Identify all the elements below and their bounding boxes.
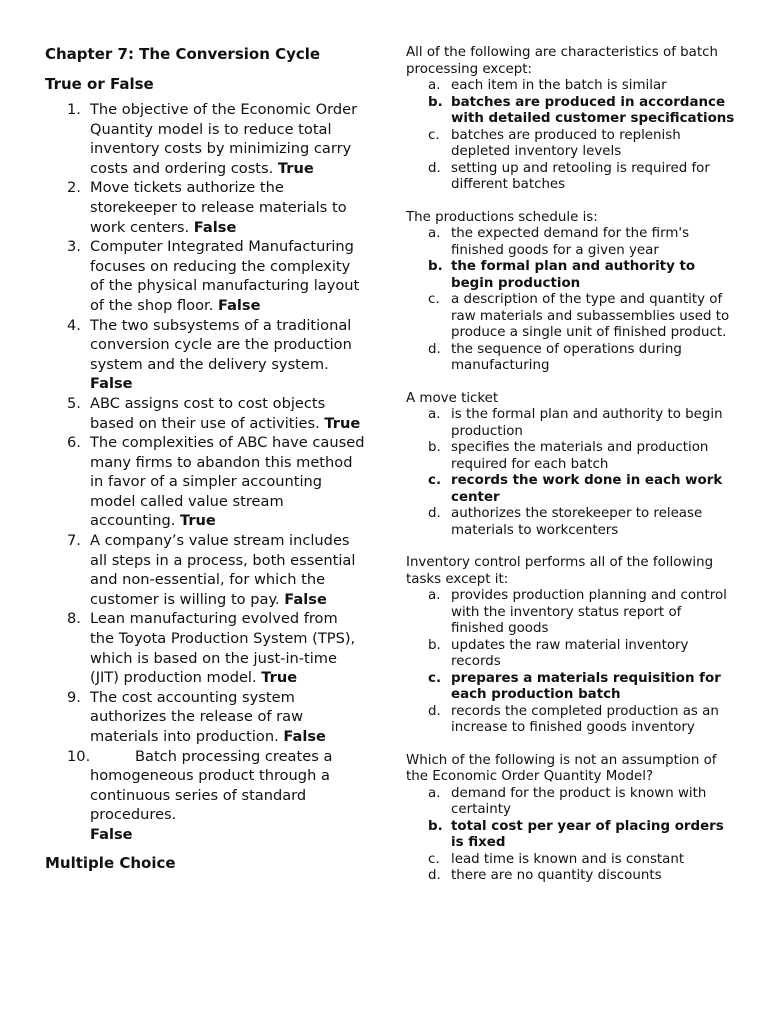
choice-text: the sequence of operations during manufacturing	[451, 341, 682, 373]
tf-answer: False	[284, 590, 327, 608]
tf-item	[45, 178, 365, 237]
tf-item	[45, 100, 365, 178]
choice-text: batches are produced to replenish depleted inventory levels	[451, 127, 681, 159]
choice-text: authorizes the storekeeper to release materials to workcenters	[451, 506, 703, 538]
tf-item-number: 9.	[67, 688, 81, 706]
choice-text: demand for the product is known with certainty	[451, 785, 707, 817]
choice-letter: a.	[428, 588, 441, 603]
tf-statement: The objective of the Economic Order Quantity model is to reduce total inventory costs by minimizing carry costs and ordering costs.	[90, 101, 358, 177]
choice	[406, 128, 736, 161]
choice-list	[406, 786, 736, 885]
question-stem: The productions schedule is:	[406, 209, 598, 225]
choice	[406, 588, 736, 638]
choice-text: batches are produced in accordance with detailed customer specifications	[451, 94, 735, 126]
choice	[406, 786, 736, 819]
tf-statement: Move tickets authorize the storekeeper to release materials to work centers.	[90, 179, 347, 236]
choice-letter: d.	[428, 868, 441, 883]
tf-answer: False	[90, 825, 133, 843]
choice-letter: b.	[428, 94, 443, 110]
tf-statement: Lean manufacturing evolved from the Toyota Production System (TPS), which is based on the just-in-time (JIT) production model.	[90, 610, 356, 687]
choice	[406, 852, 736, 869]
choice	[406, 868, 736, 885]
choice-letter: d.	[428, 506, 441, 521]
choice-text: records the work done in each work center	[451, 473, 723, 505]
tf-item-number: 1.	[67, 101, 81, 118]
choice-text: the formal plan and authority to begin production	[451, 259, 696, 291]
tf-item	[45, 394, 365, 433]
choice-letter: a.	[428, 78, 441, 93]
tf-answer: True	[277, 159, 314, 177]
choice-text: prepares a materials requisition for each production batch	[451, 670, 721, 702]
choice-letter: c.	[428, 127, 440, 143]
tf-statement: Computer Integrated Manufacturing focuses on reducing the complexity of the physical manufacturing layout of the shop floor.	[90, 238, 360, 314]
choice	[406, 440, 736, 473]
choice-text: specifies the materials and production required for each batch	[451, 440, 709, 472]
choice-text: records the completed production as an increase to finished goods inventory	[451, 703, 719, 735]
tf-item-number: 3.	[67, 238, 81, 256]
choice	[406, 704, 736, 737]
tf-item-number: 10.	[67, 747, 91, 765]
choice	[406, 292, 736, 342]
mc-question	[406, 391, 736, 540]
tf-item	[45, 609, 365, 687]
true-false-list	[45, 100, 365, 845]
mc-question	[406, 555, 736, 737]
correct-choice	[406, 95, 736, 128]
choice-letter: a.	[428, 785, 441, 801]
tf-item-number: 7.	[67, 532, 81, 550]
choice-list	[406, 588, 736, 737]
choice-text: the expected demand for the firm's finished goods for a given year	[451, 226, 690, 258]
tf-item-number: 5.	[67, 394, 81, 412]
tf-statement: Batch processing creates a homogeneous product through a continuous series of standard procedures.	[90, 747, 333, 824]
tf-statement: The complexities of ABC have caused many firms to abandon this method in favor of a simpler accounting model called value stream accounting.	[90, 434, 365, 530]
tf-statement: The cost accounting system authorizes the release of raw materials into production.	[90, 688, 304, 745]
question-stem: Inventory control performs all of the following tasks except it:	[406, 555, 714, 587]
choice	[406, 161, 736, 194]
question-stem: All of the following are characteristics of batch processing except:	[406, 45, 718, 77]
choice-letter: a.	[428, 226, 441, 241]
choice	[406, 78, 736, 95]
choice-letter: b.	[428, 440, 441, 455]
tf-item	[45, 531, 365, 609]
true-false-heading: True or False	[45, 75, 154, 93]
correct-choice	[406, 259, 736, 292]
choice-letter: b.	[428, 259, 443, 274]
multiple-choice-heading: Multiple Choice	[45, 853, 176, 872]
choice-text: setting up and retooling is required for different batches	[451, 160, 710, 192]
chapter-title: Chapter 7: The Conversion Cycle	[45, 45, 321, 63]
tf-item	[45, 237, 365, 315]
correct-choice	[406, 671, 736, 704]
tf-answer: False	[90, 375, 133, 393]
choice-letter: c.	[428, 851, 440, 867]
choice-text: total cost per year of placing orders is fixed	[451, 818, 724, 850]
tf-item	[45, 688, 365, 747]
choice-text: is the formal plan and authority to begin production	[451, 407, 723, 439]
choice-letter: c.	[428, 473, 442, 488]
choice	[406, 638, 736, 671]
choice-letter: c.	[428, 292, 440, 307]
choice-list	[406, 226, 736, 375]
mc-question	[406, 753, 736, 885]
choice-text: lead time is known and is constant	[451, 851, 685, 867]
tf-answer: True	[180, 512, 216, 530]
choice-letter: d.	[428, 703, 441, 719]
tf-item	[45, 433, 365, 531]
choice-text: there are no quantity discounts	[451, 868, 662, 883]
tf-item-number: 2.	[67, 179, 81, 197]
choice	[406, 226, 736, 259]
choice-text: updates the raw material inventory records	[451, 637, 689, 669]
tf-item-number: 8.	[67, 610, 81, 628]
tf-item	[45, 747, 365, 845]
choice-text: provides production planning and control with the inventory status report of finished goods	[451, 588, 727, 636]
correct-choice	[406, 819, 736, 852]
choice	[406, 407, 736, 440]
tf-item	[45, 316, 365, 394]
tf-statement: A company’s value stream includes all steps in a process, both essential and non-essential, for which the customer is willing to pay.	[90, 532, 356, 608]
choice-letter: b.	[428, 637, 441, 653]
choice-text: a description of the type and quantity of raw materials and subassemblies used to produce a single unit of finished product.	[451, 292, 730, 340]
choice-list	[406, 407, 736, 539]
tf-item-number: 4.	[67, 316, 81, 334]
question-stem: A move ticket	[406, 390, 499, 406]
tf-answer: False	[193, 218, 237, 236]
choice	[406, 506, 736, 539]
correct-choice	[406, 473, 736, 506]
left-column	[45, 44, 365, 879]
choice-letter: c.	[428, 670, 442, 686]
choice-text: each item in the batch is similar	[451, 78, 667, 93]
tf-answer: False	[283, 728, 326, 745]
mc-question	[406, 210, 736, 375]
choice-letter: d.	[428, 160, 441, 176]
choice-letter: b.	[428, 818, 443, 834]
choice-letter: a.	[428, 407, 441, 422]
mc-question	[406, 45, 736, 194]
question-stem: Which of the following is not an assumption of the Economic Order Quantity Model?	[406, 752, 717, 784]
choice-letter: d.	[428, 341, 441, 357]
choice-list	[406, 78, 736, 194]
tf-statement: The two subsystems of a traditional conversion cycle are the production system and the delivery system.	[90, 316, 352, 373]
tf-statement: ABC assigns cost to cost objects based on their use of activities.	[90, 394, 326, 432]
tf-answer: True	[261, 669, 298, 687]
tf-answer: True	[324, 414, 361, 432]
right-column	[406, 45, 736, 901]
tf-answer: False	[217, 296, 261, 314]
choice	[406, 342, 736, 375]
tf-item-number: 6.	[67, 434, 81, 452]
